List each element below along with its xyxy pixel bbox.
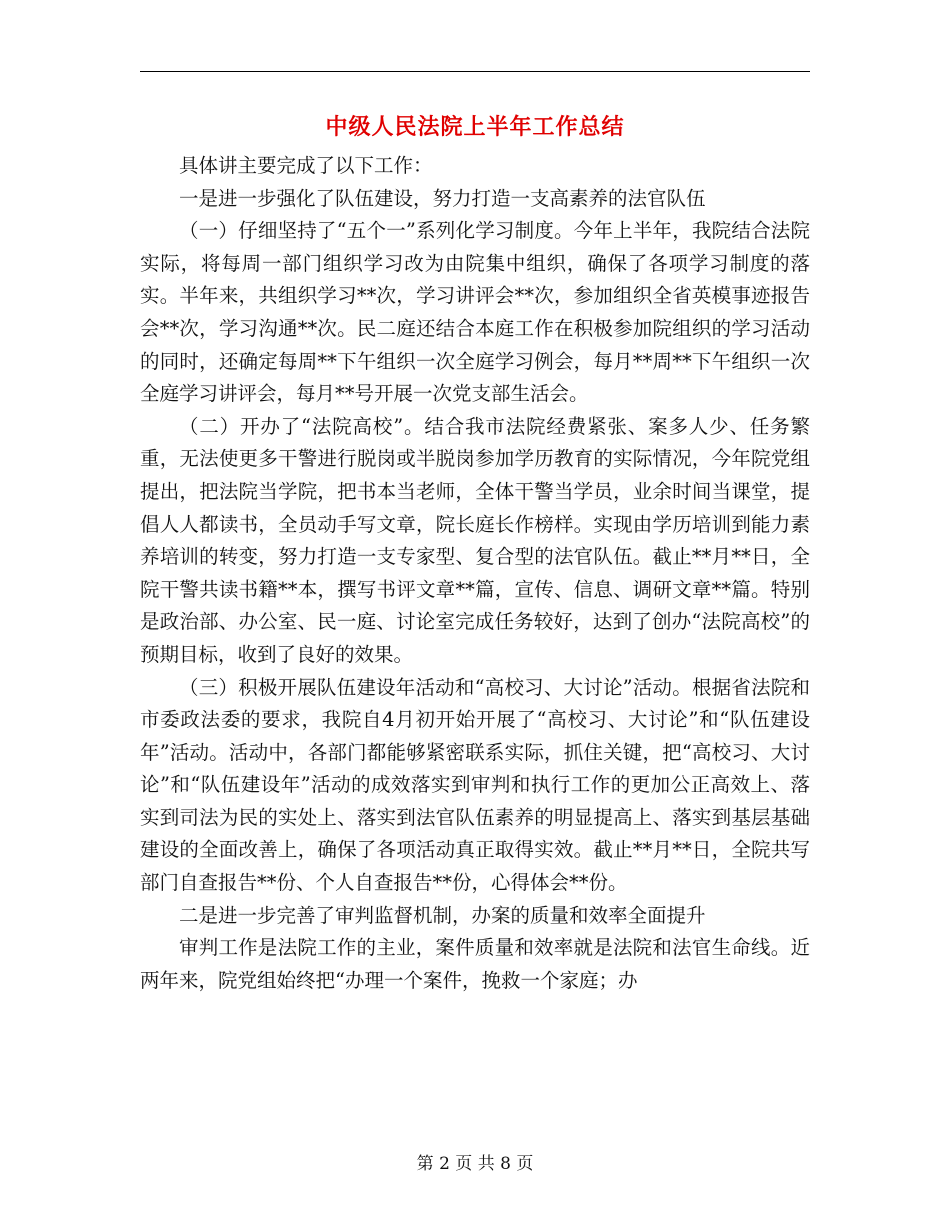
paragraph-trial-work: 审判工作是法院工作的主业，案件质量和效率就是法院和法官生命线。近两年来，院党组始终把“办理一个案件，挽救一个家庭；办: [140, 936, 810, 992]
page-number-footer: 第 2 页 共 8 页: [416, 1154, 534, 1174]
document-title: 中级人民法院上半年工作总结: [325, 114, 625, 140]
document-body: [140, 150, 810, 997]
paragraph-section-two-heading: 二是进一步完善了审判监督机制，办案的质量和效率全面提升: [179, 903, 706, 927]
header-rule: [140, 71, 810, 72]
paragraph-team-building-year: （三）积极开展队伍建设年活动和“高校习、大讨论”活动。根据省法院和市委政法委的要求，我院自4月初开始开展了“高校习、大讨论”和“队伍建设年”活动。活动中，各部门都能够紧密联系实际，抓住关键，把“高校习、大讨论”和“队伍建设年”活动的成效落实到审判和执行工作的更加公正高效上、落实到司法为民的实处上、落实到法官队伍素养的明显提高上、落实到基层基础建设的全面改善上，确保了各项活动真正取得实效。截止**月**日，全院共写部门自查报告**份、个人自查报告**份，心得体会**份。: [140, 675, 810, 895]
paragraph-court-college: （二）开办了“法院高校”。结合我市法院经费紧张、案多人少、任务繁重，无法使更多干警进行脱岗或半脱岗参加学历教育的实际情况，今年院党组提出，把法院当学院，把书本当老师，全体干警当学员，业余时间当课堂，提倡人人都读书，全员动手写文章，院长庭长作榜样。实现由学历培训到能力素养培训的转变，努力打造一支专家型、复合型的法官队伍。截止**月**日，全院干警共读书籍**本，撰写书评文章**篇，宣传、信息、调研文章**篇。特别是政治部、办公室、民一庭、讨论室完成任务较好，达到了创办“法院高校”的预期目标，收到了良好的效果。: [140, 414, 810, 666]
paragraph-intro: 具体讲主要完成了以下工作：: [179, 154, 433, 177]
paragraph-section-one-heading: 一是进一步强化了队伍建设，努力打造一支高素养的法官队伍: [179, 186, 706, 210]
paragraph-study-system: （一）仔细坚持了“五个一”系列化学习制度。今年上半年，我院结合法院实际，将每周一部门组织学习改为由院集中组织，确保了各项学习制度的落实。半年来，共组织学习**次，学习讲评会**次，参加组织全省英模事迹报告会**次，学习沟通**次。民二庭还结合本庭工作在积极参加院组织的学习活动的同时，还确定每周**下午组织一次全庭学习例会，每月**周**下午组织一次全庭学习讲评会，每月**号开展一次党支部生活会。: [140, 219, 810, 406]
